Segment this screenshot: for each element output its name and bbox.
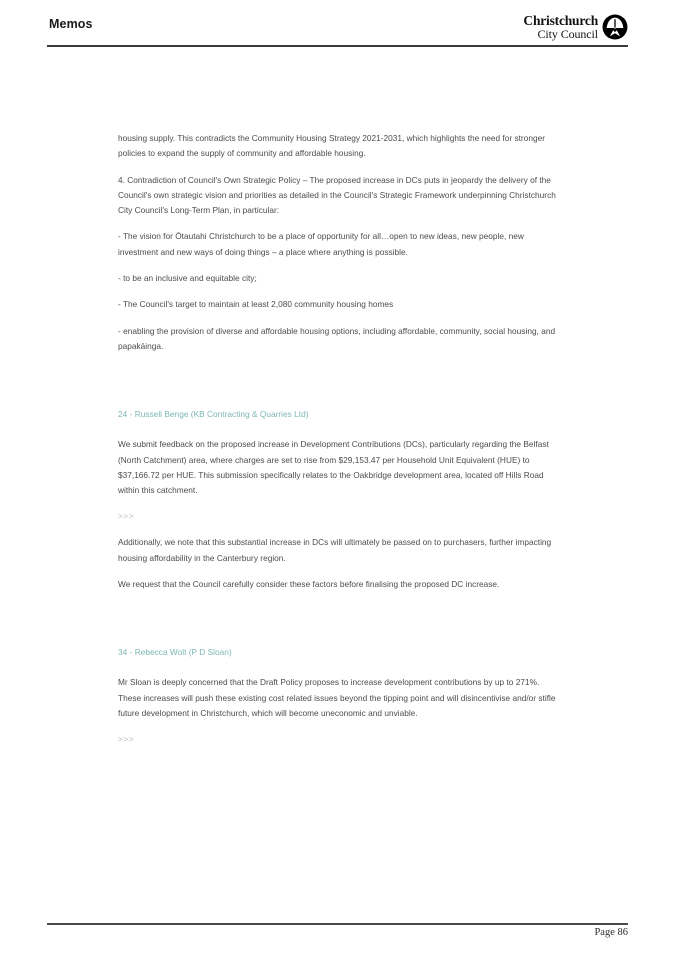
- paragraph: 4. Contradiction of Council's Own Strategic Policy – The proposed increase in DCs puts in jeopardy the delivery of the Council's own strategic vision and priorities as detailed in the Council's Strategic Framework underpinning Christchurch City Council's Long-Term Plan, in particular:: [118, 174, 556, 216]
- paragraph: Mr Sloan is deeply concerned that the Draft Policy proposes to increase development contributions by up to 271%. These increases will push these existing cost related issues beyond the tipping point and will disincentivise and/or stifle future development in Christchurch, which will become uneconomic and unviable.: [118, 677, 556, 718]
- quote-marker: >>>: [118, 734, 135, 745]
- section-spacer: [118, 365, 559, 407]
- paragraph: - to be an inclusive and equitable city;: [118, 273, 257, 284]
- council-crest-icon: [602, 14, 628, 40]
- footer-divider: [47, 923, 628, 925]
- section-spacer: [118, 603, 559, 645]
- brand-line-christchurch: Christchurch: [523, 13, 598, 28]
- paragraph: Additionally, we note that this substantial increase in DCs will ultimately be passed on to purchasers, further impacting housing affordability in the Canterbury region.: [118, 537, 552, 563]
- brand-line-city-council: City Council: [537, 27, 598, 42]
- paragraph: housing supply. This contradicts the Community Housing Strategy 2021-2031, which highlights the need for stronger policies to expand the supply of community and affordable housing.: [118, 133, 545, 159]
- paragraph: - enabling the provision of diverse and affordable housing options, including affordable, community, social housing, and papakāinga.: [118, 325, 556, 351]
- page-header: [47, 14, 628, 44]
- submission-heading: 34 - Rebecca Wolt (P D Sloan): [118, 647, 232, 658]
- paragraph: - The vision for Ōtautahi Christchurch to be a place of opportunity for all…open to new ideas, new people, new investment and new ways of doing things – a place where anything is possible.: [118, 231, 524, 257]
- document-body: [118, 131, 559, 758]
- page-title: Memos: [49, 17, 93, 31]
- council-branding: [523, 14, 628, 41]
- page-number: Page 86: [594, 927, 628, 938]
- quote-marker: >>>: [118, 511, 135, 522]
- submission-heading: 24 - Russell Benge (KB Contracting & Quarries Ltd): [118, 409, 309, 420]
- paragraph: We submit feedback on the proposed increase in Development Contributions (DCs), particularly regarding the Belfast (North Catchment) area, where charges are set to rise from $29,153.47 per Household Unit Equivalent (HUE) to $37,166.72 per HUE. This submission specifically relates to the Oakbridge development area, located off Hills Road within this catchment.: [118, 439, 549, 496]
- brand-wordmark: [523, 14, 598, 41]
- header-divider: [47, 45, 628, 47]
- paragraph: - The Council's target to maintain at least 2,080 community housing homes: [118, 299, 394, 310]
- paragraph: We request that the Council carefully consider these factors before finalising the proposed DC increase.: [118, 579, 500, 590]
